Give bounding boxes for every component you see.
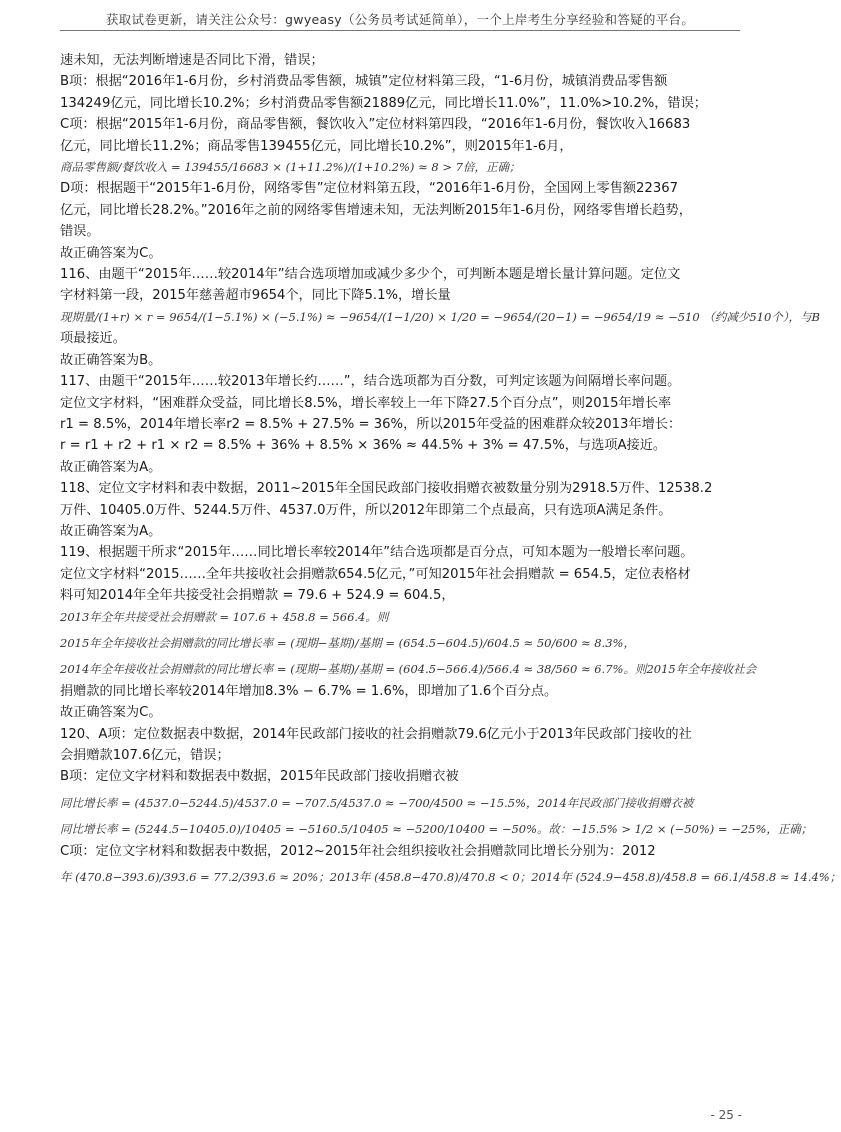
formula-line: 商品零售额/餐饮收入 = 139455/16683 × (1+11.2%)/(1+10.2%) ≈ 8 > 7倍，正确； (60, 160, 521, 175)
text-line: 料可知2014年全年共接受社会捐赠款 = 79.6 + 524.9 = 604.5， (60, 588, 455, 604)
page-number: - 25 - (710, 1108, 742, 1122)
formula-line: 现期量/(1+r) × r = 9654/(1−5.1%) × (−5.1%) ≈ −9654/(1−1/20) × 1/20 = −9654/(20−1) = −9654/19 ≈ −510 （约减少510个），与B (60, 309, 820, 324)
question-heading-119: 119、根据题干所求“2015年……同比增长率较2014年”结合选项都是百分点，可知本题为一般增长率问题。 (60, 545, 694, 561)
text-line: C项：根据“2015年1-6月份，商品零售额，餐饮收入”定位材料第四段，“2016年1-6月份，餐饮收入16683 (60, 117, 691, 133)
text-line: 会捐赠款107.6亿元，错误； (60, 748, 230, 763)
page-header-notice: 获取试卷更新，请关注公众号：gwyeasy（公务员考试延简单），一个上岸考生分享经验和答疑的平台。 (105, 12, 695, 27)
formula-line: 2015年全年接收社会捐赠款的同比增长率 = (现期−基期)/基期 = (654.5−604.5)/604.5 ≈ 50/600 ≈ 8.3%， (60, 635, 635, 650)
formula-line: 同比增长率 = (4537.0−5244.5)/4537.0 = −707.5/4537.0 ≈ −700/4500 ≈ −15.5%，2014年民政部门接收捐赠衣被 (60, 795, 694, 810)
answer-line: 故正确答案为C。 (60, 705, 162, 721)
answer-explanation-body (60, 50, 841, 888)
answer-line: 故正确答案为C。 (60, 245, 162, 261)
header-divider (60, 30, 740, 31)
question-heading-116: 116、由题干“2015年……较2014年”结合选项增加或减少多少个，可判断本题是增长量计算问题。定位文 (60, 267, 681, 283)
formula-line: 年 (470.8−393.6)/393.6 = 77.2/393.6 ≈ 20%；2013年 (458.8−470.8)/470.8 < 0；2014年 (524.9−458.8)/458.8 = 66.1/458.8 ≈ 14.4%； (60, 870, 841, 885)
text-line: 134249亿元，同比增长10.2%；乡村消费品零售额21889亿元，同比增长11.0%”，11.0%>10.2%，错误； (60, 95, 707, 111)
text-line: 万件、10405.0万件、5244.5万件、4537.0万件，所以2012年即第二个点最高，只有选项A满足条件。 (60, 502, 672, 518)
formula-line: 同比增长率 = (5244.5−10405.0)/10405 = −5160.5/10405 ≈ −5200/10400 = −50%。故：−15.5% > 1/2 × (−50%) = −25%，正确； (60, 822, 813, 837)
text-line: r1 = 8.5%，2014年增长率r2 = 8.5% + 27.5% = 36%，所以2015年受益的困难群众较2013年增长： (60, 416, 682, 432)
question-heading-120: 120、A项：定位数据表中数据，2014年民政部门接收的社会捐赠款79.6亿元小于2013年民政部门接收的社 (60, 726, 692, 742)
question-heading-118: 118、定位文字材料和表中数据，2011~2015年全国民政部门接收捐赠衣被数量分别为2918.5万件、12538.2 (60, 481, 713, 497)
text-line: 亿元，同比增长28.2%。”2016年之前的网络零售增速未知，无法判断2015年1-6月份，网络零售增长趋势， (60, 202, 692, 218)
answer-line: 故正确答案为A。 (60, 459, 162, 475)
answer-line: 故正确答案为A。 (60, 523, 162, 539)
text-line: D项：根据题干“2015年1-6月份，网络零售”定位材料第五段，“2016年1-6月份，全国网上零售额22367 (60, 181, 678, 197)
text-line: 定位文字材料，“困难群众受益，同比增长8.5%，增长率较上一年下降27.5个百分点”，则2015年增长率 (60, 395, 672, 411)
text-line: 亿元，同比增长11.2%；商品零售139455亿元，同比增长10.2%”，则2015年1-6月， (60, 138, 573, 154)
text-line: 捐赠款的同比增长率较2014年增加8.3% − 6.7% = 1.6%，即增加了1.6个百分点。 (60, 683, 558, 699)
text-line: 速未知，无法判断增速是否同比下滑，错误； (60, 53, 324, 68)
text-line: B项：根据“2016年1-6月份，乡村消费品零售额，城镇”定位材料第三段，“1-6月份，城镇消费品零售额 (60, 74, 668, 90)
text-line: 项最接近。 (60, 331, 126, 347)
text-line: 字材料第一段，2015年慈善超市9654个，同比下降5.1%，增长量 (60, 288, 451, 304)
formula-line: 2014年全年接收社会捐赠款的同比增长率 = (现期−基期)/基期 = (604.5−566.4)/566.4 ≈ 38/560 ≈ 6.7%。则2015年全年接收社会 (60, 662, 757, 677)
formula-line: r = r1 + r2 + r1 × r2 = 8.5% + 36% + 8.5% × 36% ≈ 44.5% + 3% = 47.5%，与选项A接近。 (60, 438, 667, 454)
text-line: B项：定位文字材料和数据表中数据，2015年民政部门接收捐赠衣被 (60, 769, 459, 785)
question-heading-117: 117、由题干“2015年……较2013年增长约……”，结合选项都为百分数，可判定该题为间隔增长率问题。 (60, 374, 681, 390)
text-line: 错误。 (60, 224, 100, 240)
text-line: C项：定位文字材料和数据表中数据，2012~2015年社会组织接收社会捐赠款同比增长分别为：2012 (60, 843, 656, 859)
formula-line: 2013年全年共接受社会捐赠款 = 107.6 + 458.8 = 566.4。则 (60, 609, 389, 624)
text-line: 定位文字材料“2015……全年共接收社会捐赠款654.5亿元，”可知2015年社会捐赠款 = 654.5，定位表格材 (60, 566, 691, 582)
answer-line: 故正确答案为B。 (60, 352, 162, 368)
